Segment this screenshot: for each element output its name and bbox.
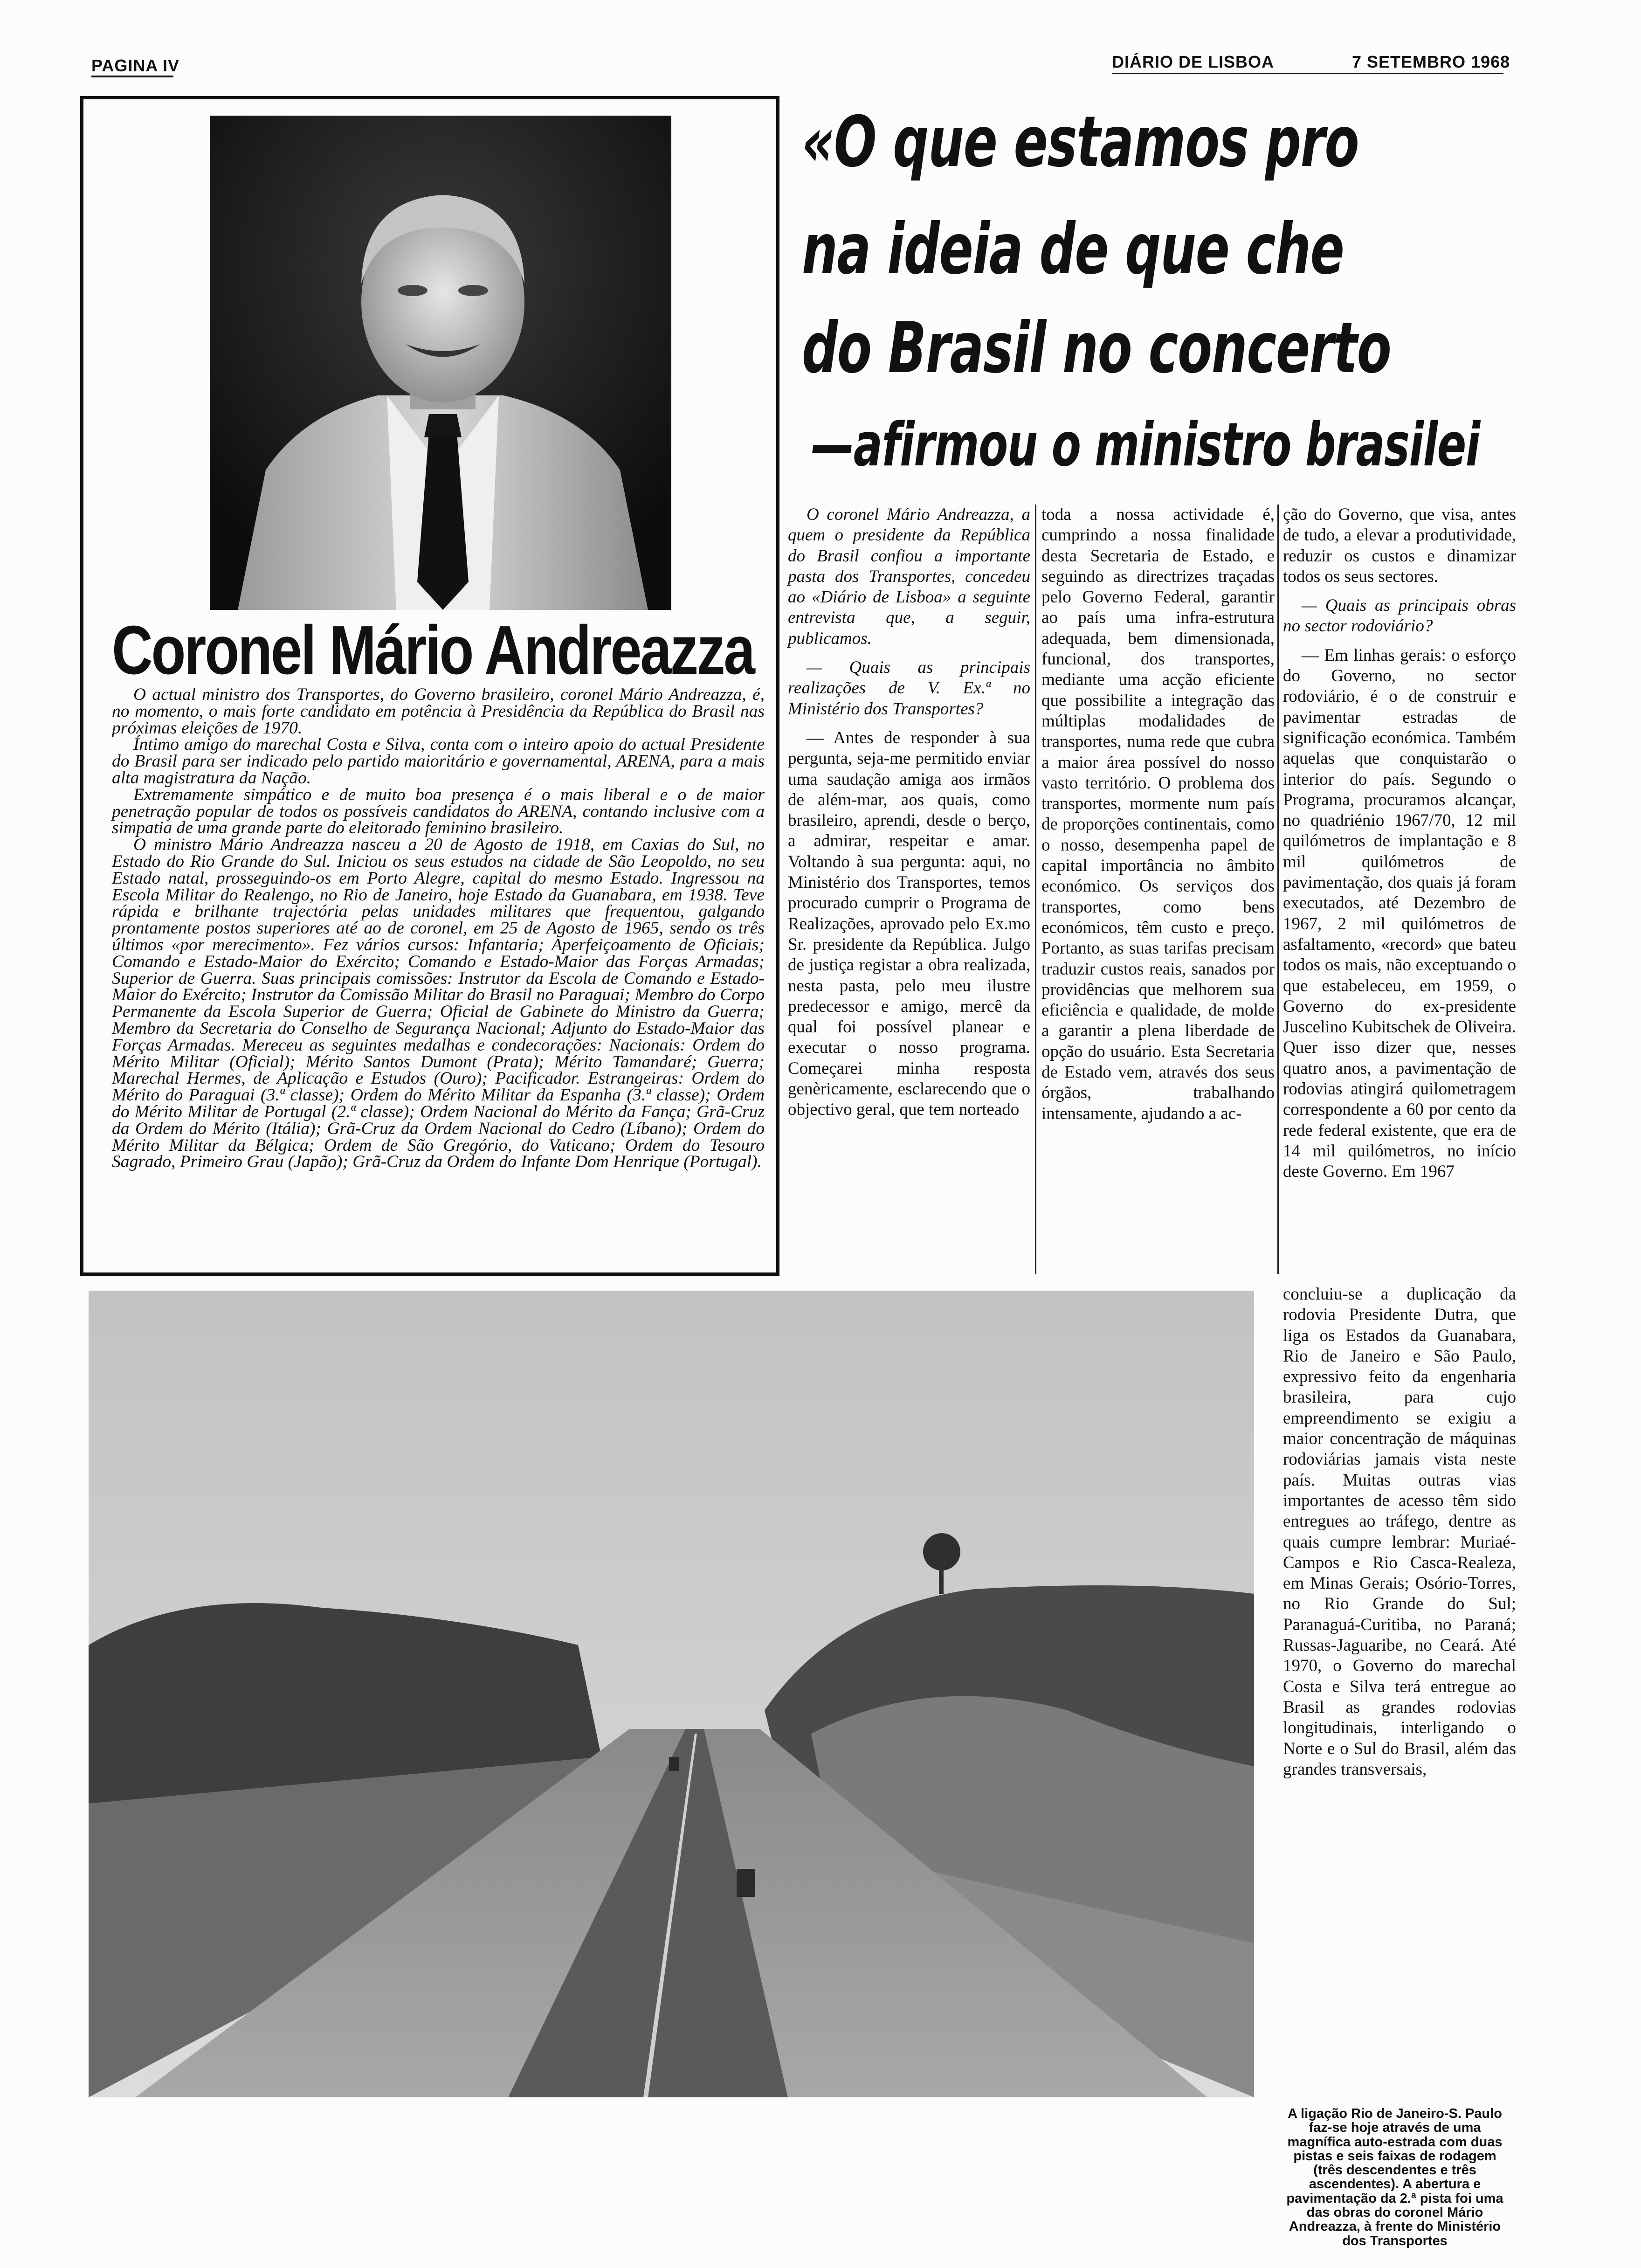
bio-text <box>112 686 765 1170</box>
article-column-3-continued <box>1283 1284 1516 1788</box>
header-rule <box>1112 73 1503 74</box>
interview-answer: ção do Governo, que visa, antes de tudo, a elevar a produtividade, reduzir os custos e dinamizar todos os seus sectores. <box>1283 505 1516 586</box>
headline-line-4: —afirmou o ministro brasilei <box>811 410 1480 480</box>
interview-question: — Quais as principais realizações de V. Ex.ª no Ministério dos Transportes? <box>788 658 1030 719</box>
article-lead: O coronel Mário Andreazza, a quem o presidente da República do Brasil confiou a importante pasta dos Transportes, concedeu ao «Diário de Lisboa» a seguinte entrevista que, a seguir, publicamos. <box>788 505 1030 648</box>
highway-photo <box>89 1291 1254 2097</box>
article-column-2 <box>1041 505 1275 1133</box>
page-number: PAGINA IV <box>91 56 180 75</box>
header-underline <box>91 76 173 77</box>
interview-answer: — Em linhas gerais: o esforço do Governo, no sector rodoviário, é o de construir e pavimentar estradas de significação económica. Também aquelas que conquistarão o interior do país. Segundo o Programa, procuramos alcançar, no quadriénio 1967/70, 12 mil quilómetros de implantação e 8 mil quilómetros de pavimentação, dos quais já foram executados, até Dezembro de 1967, 2 mil quilómetros de asfaltamento, «record» que bateu todos os mais, não exceptuando o que estabeleceu, em 1959, o Governo do ex-presidente Juscelino Kubitschek de Oliveira. Quer isso dizer que, nesses quatro anos, a pavimentação de rodovias atingirá quilometragem correspondente a 60 por cento da rede federal existente, que era de 14 mil quilómetros, no início deste Governo. Em 1967 <box>1283 645 1516 1182</box>
newspaper-name: DIÁRIO DE LISBOA <box>1112 52 1275 71</box>
portrait-photo <box>210 116 671 610</box>
bio-paragraph: O actual ministro dos Transportes, do Governo brasileiro, coronel Mário Andreazza, é, no momento, o mais forte candidato em potência à Presidência da República do Brasil nas próximas eleições de 1970. <box>112 685 765 738</box>
photo-caption: A ligação Rio de Janeiro-S. Paulo faz-se hoje através de uma magnífica auto-estrada com duas pistas e seis faixas de rodagem (três descendentes e três ascendentes). A abertura e pavimentação da 2.ª pista foi uma das obras do coronel Mário Andreazza, à frente do Ministério dos Transportes <box>1286 2106 1503 2248</box>
issue-date: 7 SETEMBRO 1968 <box>1352 52 1510 71</box>
headline-line-1: «O que estamos pro <box>802 102 1359 183</box>
portrait-illustration <box>210 116 671 610</box>
interview-answer: — Antes de responder à sua pergunta, seja-me permitido enviar uma saudação amiga aos irmãos de além-mar, aos quais, como brasileiro, aprendi, desde o berço, a admirar, respeitar e amar. Voltando à sua pergunta: aqui, no Ministério dos Transportes, temos procurado cumprir o Programa de Realizações, aprovado pelo Ex.mo Sr. presidente da República. Julgo de justiça registar a obra realizada, nesta pasta, pelo meu ilustre predecessor e amigo, mercê da qual foi possível planear e executar o nosso programa. Começarei minha resposta genèricamente, esclarecendo que o objectivo geral, que tem norteado <box>788 728 1030 1120</box>
bio-paragraph: Íntimo amigo do marechal Costa e Silva, conta com o inteiro apoio do actual Presidente do Brasil para ser indicado pelo partido maioritário e governamental, ARENA, para a mais alta magistratura da Nação. <box>112 735 765 788</box>
interview-question: — Quais as principais obras no sector rodoviário? <box>1283 596 1516 636</box>
article-column-1 <box>788 505 1030 1129</box>
highway-illustration <box>89 1291 1254 2097</box>
column-rule <box>1277 505 1279 1274</box>
interview-answer: toda a nossa actividade é, cumprindo a nossa finalidade desta Secretaria de Estado, e seguindo as directrizes traçadas pelo Governo Federal, garantir ao país uma infra-estrutura adequada, bem dimensionada, funcional, dos transportes, mediante uma acção eficiente que possibilite a integração das múltiplas modalidades de transportes, numa rede que cubra a maior área possível do nosso vasto território. O problema dos transportes, mormente num país de proporções continentais, como o nosso, desempenha papel de capital importância no âmbito económico. Os serviços dos transportes, como bens económicos, têm custo e preço. Portanto, as suas tarifas precisam traduzir custos reais, sanados por providências que melhorem sua eficiência e qualidade, de molde a garantir a plena liberdade de opção do usuário. Esta Secretaria de Estado vem, através dos seus órgãos, trabalhando intensamente, ajudando a ac- <box>1041 505 1275 1123</box>
article-column-3 <box>1283 505 1516 1191</box>
interview-answer: concluiu-se a duplicação da rodovia Presidente Dutra, que liga os Estados da Guanabara, Rio de Janeiro e São Paulo, expressivo feito da engenharia brasileira, para cujo empreendimento se exigiu a maior concentração de máquinas rodoviárias jamais vista neste país. Muitas outras vias importantes de acesso têm sido entregues ao tráfego, dentre as quais cumpre lembrar: Muriaé-Campos e Rio Casca-Realeza, em Minas Gerais; Osório-Torres, no Rio Grande do Sul; Paranaguá-Curitiba, no Paraná; Russas-Jaguaribe, no Ceará. Até 1970, o Governo do marechal Costa e Silva terá entregue ao Brasil as grandes rodovias longitudinais, interligando o Norte e o Sul do Brasil, além das grandes transversais, <box>1283 1285 1516 1779</box>
bio-paragraph: Extremamente simpático e de muito boa presença é o mais liberal e o de maior penetração popular de todos os possíveis candidatos do ARENA, contando inclusive com a simpatia de uma grande parte do eleitorado feminino brasileiro. <box>112 785 765 838</box>
column-rule <box>1035 505 1036 1274</box>
bio-name-heading: Coronel Mário Andreazza <box>112 612 754 689</box>
headline-line-2: na ideia de que che <box>802 209 1344 290</box>
bio-paragraph: O ministro Mário Andreazza nasceu a 20 de Agosto de 1918, em Caxias do Sul, no Estado do Rio Grande do Sul. Iniciou os seus estudos na cidade de São Leopoldo, no seu Estado natal, prosseguindo-os em Porto Alegre, capital do mesmo Estado. Ingressou na Escola Militar do Realengo, no Rio de Janeiro, hoje Estado da Guanabara, em 1938. Teve rápida e brilhante trajectória pelas unidades militares que frequentou, galgando prontamente postos superiores até ao de coronel, em 25 de Agosto de 1965, sendo os três últimos «por merecimento». Fez vários cursos: Infantaria; Aperfeiçoamento de Oficiais; Comando e Estado-Maior do Exército; Comando e Estado-Maior das Forças Armadas; Superior de Guerra. Suas principais comissões: Instrutor da Escola de Comando e Estado-Maior do Exército; Instrutor da Comissão Militar do Brasil no Paraguai; Membro do Corpo Permanente da Escola Superior de Guerra; Oficial de Gabinete do Ministro da Guerra; Membro da Secretaria do Conselho de Segurança Nacional; Adjunto do Estado-Maior das Forças Armadas. Mereceu as seguintes medalhas e condecorações: Nacionais: Ordem do Mérito Militar (Oficial); Mérito Santos Dumont (Prata); Mérito Tamandaré; Guerra; Marechal Hermes, de Aplicação e Estudos (Ouro); Pacificador. Estrangeiras: Ordem do Mérito do Paraguai (3.ª classe); Ordem do Mérito Militar da Espanha (3.ª classe); Ordem do Mérito Militar de Portugal (2.ª classe); Ordem Nacional do Mérito da Fança; Grã-Cruz da Ordem do Mérito (Itália); Grã-Cruz da Ordem Nacional do Cedro (Líbano); Ordem do Mérito Militar da Bélgica; Ordem de São Gregório, do Vaticano; Ordem do Tesouro Sagrado, Primeiro Grau (Japão); Grã-Cruz da Ordem do Infante Dom Henrique (Portugal). <box>112 835 765 1172</box>
headline-line-3: do Brasil no concerto <box>802 308 1391 389</box>
